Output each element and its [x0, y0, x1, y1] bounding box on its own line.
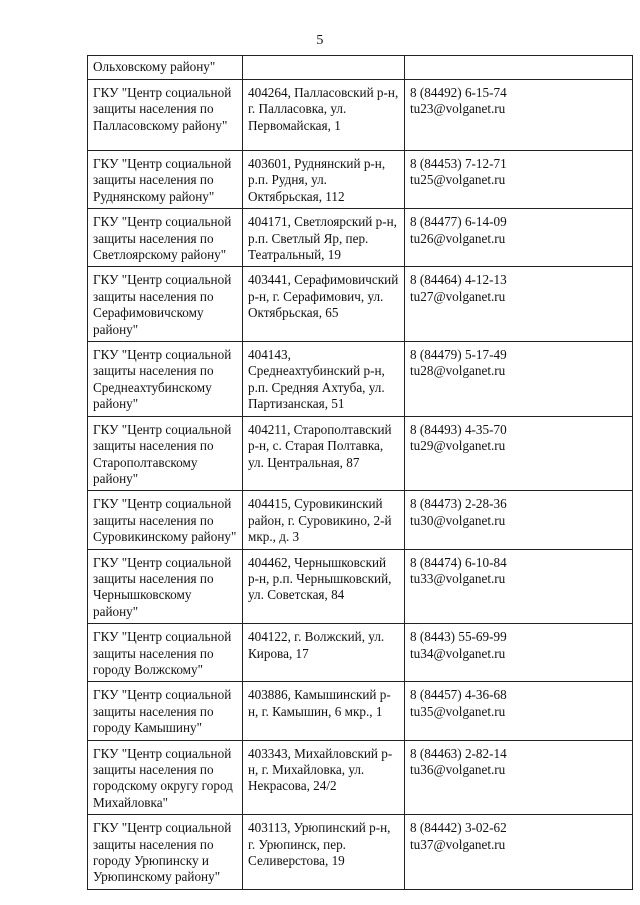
- email-address: tu35@volganet.ru: [410, 703, 506, 719]
- address-cell: 404415, Суровикинский район, г. Суровикино, 2-й мкр., д. 3: [243, 491, 405, 549]
- email-address: tu34@volganet.ru: [410, 645, 506, 661]
- organization-cell: ГКУ "Центр социальной защиты населения по Руднянскому району": [88, 151, 243, 209]
- contact-cell: [405, 209, 633, 267]
- organization-cell: ГКУ "Центр социальной защиты населения по Светлоярскому району": [88, 209, 243, 267]
- address-cell: 404171, Светлоярский р-н, р.п. Светлый Яр, пер. Театральный, 19: [243, 209, 405, 267]
- organization-cell: ГКУ "Центр социальной защиты населения по Среднеахтубинскому району": [88, 342, 243, 417]
- address-cell: 404122, г. Волжский, ул. Кирова, 17: [243, 624, 405, 682]
- phone-number: 8 (8443) 55-69-99: [410, 629, 507, 645]
- phone-number: 8 (84442) 3-02-62: [410, 820, 507, 836]
- email-address: tu27@volganet.ru: [410, 288, 506, 304]
- organization-cell: ГКУ "Центр социальной защиты населения по городу Волжскому": [88, 624, 243, 682]
- phone-number: 8 (84492) 6-15-74: [410, 85, 507, 100]
- address-cell: 403601, Руднянский р-н, р.п. Рудня, ул. Октябрьская, 112: [243, 151, 405, 209]
- table-row: [88, 682, 633, 740]
- organization-cell: ГКУ "Центр социальной защиты населения по Чернышковскому району": [88, 549, 243, 624]
- address-cell: 404211, Старополтавский р-н, с. Старая Полтавка, ул. Центральная, 87: [243, 416, 405, 491]
- contact-cell: [405, 491, 633, 549]
- email-address: tu26@volganet.ru: [410, 230, 506, 246]
- organization-cell: ГКУ "Центр социальной защиты населения по городу Урюпинску и Урюпинскому району": [88, 815, 243, 890]
- address-cell: 404264, Палласовский р-н, г. Палласовка, ул. Первомайская, 1: [243, 80, 405, 151]
- address-cell: 403886, Камышинский р-н, г. Камышин, 6 мкр., 1: [243, 682, 405, 740]
- email-address: tu30@volganet.ru: [410, 512, 506, 528]
- contact-cell: [405, 549, 633, 624]
- phone-number: 8 (84477) 6-14-09: [410, 214, 507, 230]
- contact-cell: [405, 682, 633, 740]
- phone-number: 8 (84464) 4-12-13: [410, 272, 507, 288]
- email-address: tu25@volganet.ru: [410, 172, 506, 188]
- email-address: tu29@volganet.ru: [410, 438, 506, 454]
- email-address: tu37@volganet.ru: [410, 836, 506, 852]
- table-row: [88, 416, 633, 491]
- contacts-table-body: [88, 56, 633, 890]
- contact-cell: [405, 624, 633, 682]
- page-number: 5: [316, 33, 324, 48]
- email-address: tu23@volganet.ru: [410, 101, 506, 117]
- table-row: [88, 342, 633, 417]
- address-cell: 404462, Чернышковский р-н, р.п. Чернышковский, ул. Советская, 84: [243, 549, 405, 624]
- organization-cell: Ольховскому району": [88, 56, 243, 80]
- contact-cell: [405, 815, 633, 890]
- phone-number: 8 (84457) 4-36-68: [410, 687, 507, 703]
- organization-cell: ГКУ "Центр социальной защиты населения по городскому округу город Михайловка": [88, 740, 243, 815]
- organization-cell: ГКУ "Центр социальной защиты населения по Старополтавскому району": [88, 416, 243, 491]
- table-row: [88, 491, 633, 549]
- email-address: tu36@volganet.ru: [410, 762, 506, 777]
- address-cell: [243, 56, 405, 80]
- contact-cell: [405, 151, 633, 209]
- table-row: [88, 151, 633, 209]
- table-row: [88, 267, 633, 342]
- phone-number: 8 (84493) 4-35-70: [410, 421, 507, 437]
- phone-number: 8 (84473) 2-28-36: [410, 496, 507, 512]
- table-row: [88, 56, 633, 80]
- contact-cell: [405, 342, 633, 417]
- address-cell: 403441, Серафимовичский р-н, г. Серафимович, ул. Октябрьская, 65: [243, 267, 405, 342]
- organization-cell: ГКУ "Центр социальной защиты населения по Палласовскому району": [88, 80, 243, 151]
- table-row: [88, 209, 633, 267]
- phone-number: 8 (84479) 5-17-49: [410, 347, 507, 363]
- table-row: [88, 549, 633, 624]
- table-row: [88, 815, 633, 890]
- table-row: [88, 624, 633, 682]
- address-cell: 403343, Михайловский р-н, г. Михайловка, ул. Некрасова, 24/2: [243, 740, 405, 815]
- contact-cell: [405, 80, 633, 151]
- organization-cell: ГКУ "Центр социальной защиты населения по городу Камышину": [88, 682, 243, 740]
- contacts-table: [87, 55, 633, 890]
- contact-cell: [405, 416, 633, 491]
- organization-cell: ГКУ "Центр социальной защиты населения по Серафимовичскому району": [88, 267, 243, 342]
- phone-number: 8 (84474) 6-10-84: [410, 554, 507, 570]
- contact-cell: [405, 267, 633, 342]
- contact-cell: [405, 56, 633, 80]
- email-address: tu33@volganet.ru: [410, 570, 506, 586]
- contact-cell: [405, 740, 633, 815]
- organization-cell: ГКУ "Центр социальной защиты населения по Суровикинскому району": [88, 491, 243, 549]
- email-address: tu28@volganet.ru: [410, 363, 506, 379]
- address-cell: 404143, Среднеахтубинский р-н, р.п. Средняя Ахтуба, ул. Партизанская, 51: [243, 342, 405, 417]
- table-row: [88, 80, 633, 151]
- phone-number: 8 (84453) 7-12-71: [410, 156, 507, 171]
- address-cell: 403113, Урюпинский р-н, г. Урюпинск, пер. Селиверстова, 19: [243, 815, 405, 890]
- table-row: [88, 740, 633, 815]
- phone-number: 8 (84463) 2-82-14: [410, 745, 507, 761]
